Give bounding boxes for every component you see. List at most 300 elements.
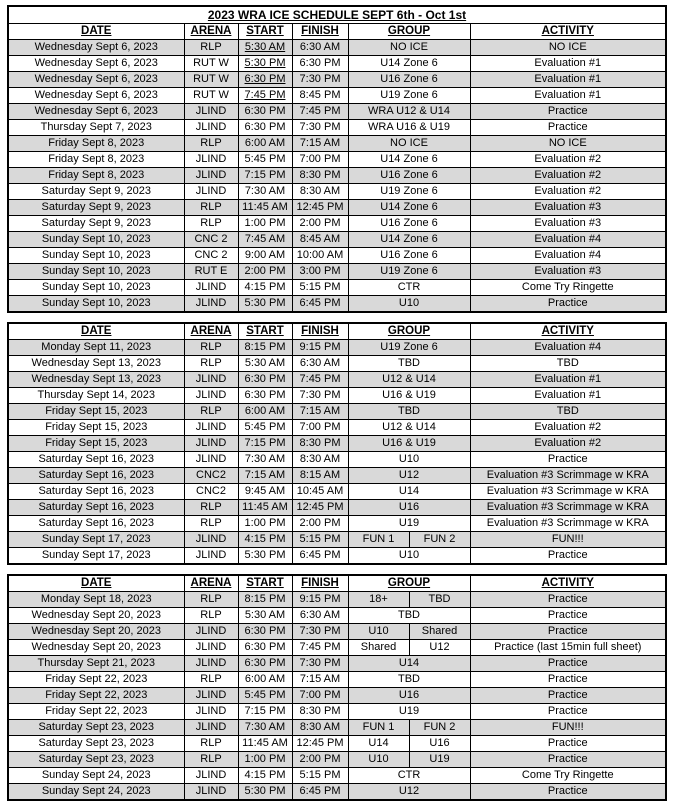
activity-cell: Practice (470, 672, 666, 688)
finish-cell: 8:30 PM (292, 168, 348, 184)
arena-cell: CNC 2 (184, 232, 238, 248)
start-cell: 6:30 PM (238, 388, 292, 404)
finish-cell: 2:00 PM (292, 516, 348, 532)
group-cell: 18+ (348, 592, 409, 608)
arena-cell: CNC 2 (184, 248, 238, 264)
table-row (8, 232, 666, 248)
group-cell: U16 & U19 (348, 388, 470, 404)
column-header-arena: ARENA (184, 575, 238, 592)
group-cell: CTR (348, 280, 470, 296)
column-header-date: DATE (8, 323, 184, 340)
finish-cell: 2:00 PM (292, 752, 348, 768)
date-cell: Wednesday Sept 13, 2023 (8, 372, 184, 388)
start-cell: 2:00 PM (238, 264, 292, 280)
column-header-arena: ARENA (184, 24, 238, 40)
activity-cell: Practice (470, 624, 666, 640)
arena-cell: JLIND (184, 152, 238, 168)
group-cell: U14 (348, 484, 470, 500)
start-cell: 8:15 PM (238, 592, 292, 608)
activity-cell: Evaluation #3 (470, 200, 666, 216)
table-row (8, 500, 666, 516)
arena-cell: RLP (184, 736, 238, 752)
date-cell: Friday Sept 22, 2023 (8, 672, 184, 688)
group-cell: U16 Zone 6 (348, 72, 470, 88)
group-cell: U12 (348, 468, 470, 484)
start-cell: 4:15 PM (238, 280, 292, 296)
column-header-start: START (238, 323, 292, 340)
table-row (8, 436, 666, 452)
finish-cell: 6:30 AM (292, 356, 348, 372)
activity-cell: TBD (470, 356, 666, 372)
date-cell: Wednesday Sept 20, 2023 (8, 624, 184, 640)
finish-cell: 7:30 PM (292, 656, 348, 672)
table-row (8, 152, 666, 168)
table-row (8, 688, 666, 704)
start-cell: 8:15 PM (238, 340, 292, 356)
finish-cell: 7:00 PM (292, 152, 348, 168)
activity-cell: Evaluation #1 (470, 88, 666, 104)
table-row (8, 356, 666, 372)
date-cell: Friday Sept 15, 2023 (8, 436, 184, 452)
column-header-row (8, 575, 666, 592)
table-row (8, 516, 666, 532)
column-header-date: DATE (8, 575, 184, 592)
date-cell: Sunday Sept 24, 2023 (8, 784, 184, 801)
finish-cell: 7:45 PM (292, 640, 348, 656)
group-cell: U19 (409, 752, 470, 768)
table-row (8, 136, 666, 152)
activity-cell: Practice (470, 784, 666, 801)
date-cell: Friday Sept 15, 2023 (8, 420, 184, 436)
start-cell: 7:15 PM (238, 168, 292, 184)
date-cell: Wednesday Sept 6, 2023 (8, 56, 184, 72)
date-cell: Monday Sept 18, 2023 (8, 592, 184, 608)
start-cell: 6:30 PM (238, 104, 292, 120)
date-cell: Wednesday Sept 6, 2023 (8, 104, 184, 120)
activity-cell: TBD (470, 404, 666, 420)
finish-cell: 7:45 PM (292, 104, 348, 120)
start-cell: 9:45 AM (238, 484, 292, 500)
table-row (8, 40, 666, 56)
table-row (8, 168, 666, 184)
table-row (8, 56, 666, 72)
start-cell: 1:00 PM (238, 752, 292, 768)
arena-cell: CNC2 (184, 484, 238, 500)
group-cell: U12 & U14 (348, 420, 470, 436)
column-header-row (8, 323, 666, 340)
finish-cell: 6:30 PM (292, 56, 348, 72)
arena-cell: JLIND (184, 296, 238, 313)
finish-cell: 7:30 PM (292, 388, 348, 404)
activity-cell: Evaluation #1 (470, 372, 666, 388)
column-header-start: START (238, 575, 292, 592)
date-cell: Sunday Sept 10, 2023 (8, 280, 184, 296)
activity-cell: Practice (470, 656, 666, 672)
table-row (8, 468, 666, 484)
activity-cell: Practice (470, 608, 666, 624)
arena-cell: RLP (184, 216, 238, 232)
table-row (8, 280, 666, 296)
group-cell: U14 Zone 6 (348, 56, 470, 72)
start-cell: 5:30 PM (238, 56, 292, 72)
group-cell: U12 (409, 640, 470, 656)
finish-cell: 6:30 AM (292, 608, 348, 624)
finish-cell: 7:45 PM (292, 372, 348, 388)
start-cell: 1:00 PM (238, 516, 292, 532)
arena-cell: RLP (184, 200, 238, 216)
group-cell: TBD (348, 356, 470, 372)
activity-cell: Evaluation #3 Scrimmage w KRA (470, 500, 666, 516)
table-row (8, 624, 666, 640)
arena-cell: JLIND (184, 624, 238, 640)
arena-cell: RLP (184, 136, 238, 152)
start-cell: 6:00 AM (238, 136, 292, 152)
group-cell: U19 (348, 704, 470, 720)
activity-cell: NO ICE (470, 136, 666, 152)
date-cell: Thursday Sept 7, 2023 (8, 120, 184, 136)
arena-cell: JLIND (184, 372, 238, 388)
arena-cell: JLIND (184, 420, 238, 436)
activity-cell: Practice (470, 548, 666, 565)
date-cell: Friday Sept 8, 2023 (8, 136, 184, 152)
activity-cell: Evaluation #1 (470, 56, 666, 72)
group-cell: NO ICE (348, 40, 470, 56)
schedule-table-week1 (7, 5, 667, 313)
group-cell: U10 (348, 296, 470, 313)
group-cell: U19 Zone 6 (348, 264, 470, 280)
table-row (8, 768, 666, 784)
group-cell: U16 Zone 6 (348, 168, 470, 184)
date-cell: Wednesday Sept 13, 2023 (8, 356, 184, 372)
finish-cell: 5:15 PM (292, 768, 348, 784)
group-cell: WRA U16 & U19 (348, 120, 470, 136)
table-row (8, 548, 666, 565)
finish-cell: 7:30 PM (292, 624, 348, 640)
arena-cell: JLIND (184, 704, 238, 720)
group-cell: NO ICE (348, 136, 470, 152)
arena-cell: JLIND (184, 720, 238, 736)
table-row (8, 672, 666, 688)
table-row (8, 388, 666, 404)
activity-cell: Evaluation #3 Scrimmage w KRA (470, 516, 666, 532)
date-cell: Sunday Sept 10, 2023 (8, 264, 184, 280)
start-cell: 5:30 AM (238, 356, 292, 372)
start-cell: 6:30 PM (238, 624, 292, 640)
arena-cell: RLP (184, 592, 238, 608)
start-cell: 5:30 PM (238, 548, 292, 565)
start-cell: 5:30 AM (238, 608, 292, 624)
group-cell: U14 Zone 6 (348, 200, 470, 216)
finish-cell: 6:45 PM (292, 296, 348, 313)
start-cell: 11:45 AM (238, 736, 292, 752)
finish-cell: 8:30 AM (292, 184, 348, 200)
arena-cell: JLIND (184, 280, 238, 296)
group-cell: TBD (348, 608, 470, 624)
table-row (8, 372, 666, 388)
date-cell: Wednesday Sept 20, 2023 (8, 608, 184, 624)
start-cell: 6:00 AM (238, 404, 292, 420)
date-cell: Saturday Sept 9, 2023 (8, 200, 184, 216)
date-cell: Thursday Sept 21, 2023 (8, 656, 184, 672)
group-cell: Shared (409, 624, 470, 640)
start-cell: 6:30 PM (238, 72, 292, 88)
date-cell: Saturday Sept 9, 2023 (8, 216, 184, 232)
finish-cell: 7:30 PM (292, 72, 348, 88)
activity-cell: Come Try Ringette (470, 768, 666, 784)
finish-cell: 10:45 AM (292, 484, 348, 500)
table-row (8, 608, 666, 624)
start-cell: 7:30 AM (238, 184, 292, 200)
schedule-table-week3 (7, 574, 667, 801)
start-cell: 7:45 PM (238, 88, 292, 104)
column-header-group: GROUP (348, 323, 470, 340)
activity-cell: Evaluation #1 (470, 388, 666, 404)
start-cell: 7:15 PM (238, 436, 292, 452)
column-header-row (8, 24, 666, 40)
date-cell: Friday Sept 22, 2023 (8, 688, 184, 704)
table-row (8, 184, 666, 200)
table-row (8, 216, 666, 232)
group-cell: TBD (348, 672, 470, 688)
finish-cell: 8:45 PM (292, 88, 348, 104)
date-cell: Saturday Sept 16, 2023 (8, 452, 184, 468)
finish-cell: 7:15 AM (292, 672, 348, 688)
column-header-finish: FINISH (292, 323, 348, 340)
group-cell: U10 (348, 624, 409, 640)
group-cell: CTR (348, 768, 470, 784)
arena-cell: RLP (184, 752, 238, 768)
table-row (8, 248, 666, 264)
start-cell: 7:30 AM (238, 452, 292, 468)
arena-cell: RUT W (184, 72, 238, 88)
activity-cell: Evaluation #2 (470, 152, 666, 168)
date-cell: Saturday Sept 16, 2023 (8, 468, 184, 484)
activity-cell: Practice (470, 452, 666, 468)
start-cell: 4:15 PM (238, 532, 292, 548)
date-cell: Wednesday Sept 6, 2023 (8, 40, 184, 56)
activity-cell: Practice (last 15min full sheet) (470, 640, 666, 656)
start-cell: 9:00 AM (238, 248, 292, 264)
date-cell: Wednesday Sept 6, 2023 (8, 72, 184, 88)
group-cell: U19 Zone 6 (348, 184, 470, 200)
arena-cell: JLIND (184, 784, 238, 801)
finish-cell: 6:30 AM (292, 40, 348, 56)
date-cell: Saturday Sept 16, 2023 (8, 484, 184, 500)
finish-cell: 10:00 AM (292, 248, 348, 264)
date-cell: Sunday Sept 17, 2023 (8, 532, 184, 548)
table-row (8, 484, 666, 500)
table-row (8, 720, 666, 736)
group-cell: TBD (409, 592, 470, 608)
group-cell: U16 Zone 6 (348, 216, 470, 232)
arena-cell: JLIND (184, 688, 238, 704)
activity-cell: Practice (470, 296, 666, 313)
date-cell: Wednesday Sept 20, 2023 (8, 640, 184, 656)
schedule-table-week2 (7, 322, 667, 565)
arena-cell: RLP (184, 516, 238, 532)
arena-cell: JLIND (184, 168, 238, 184)
table-row (8, 200, 666, 216)
activity-cell: Evaluation #2 (470, 436, 666, 452)
finish-cell: 7:15 AM (292, 404, 348, 420)
finish-cell: 8:30 PM (292, 704, 348, 720)
date-cell: Saturday Sept 23, 2023 (8, 736, 184, 752)
group-cell: U16 (409, 736, 470, 752)
arena-cell: JLIND (184, 640, 238, 656)
finish-cell: 8:45 AM (292, 232, 348, 248)
table-row (8, 296, 666, 313)
column-header-date: DATE (8, 24, 184, 40)
group-cell: U16 (348, 500, 470, 516)
page-title: 2023 WRA ICE SCHEDULE SEPT 6th - Oct 1st (8, 6, 666, 24)
start-cell: 7:15 PM (238, 704, 292, 720)
group-cell: TBD (348, 404, 470, 420)
column-header-arena: ARENA (184, 323, 238, 340)
title-row (8, 6, 666, 24)
activity-cell: NO ICE (470, 40, 666, 56)
start-cell: 5:45 PM (238, 420, 292, 436)
activity-cell: Evaluation #1 (470, 72, 666, 88)
group-cell: Shared (348, 640, 409, 656)
date-cell: Friday Sept 15, 2023 (8, 404, 184, 420)
start-cell: 4:15 PM (238, 768, 292, 784)
activity-cell: Practice (470, 120, 666, 136)
start-cell: 6:00 AM (238, 672, 292, 688)
column-header-activity: ACTIVITY (470, 575, 666, 592)
column-header-start: START (238, 24, 292, 40)
column-header-finish: FINISH (292, 24, 348, 40)
table-row (8, 704, 666, 720)
group-cell: U10 (348, 548, 470, 565)
activity-cell: Practice (470, 752, 666, 768)
start-cell: 7:15 AM (238, 468, 292, 484)
group-cell: U19 Zone 6 (348, 88, 470, 104)
table-row (8, 88, 666, 104)
arena-cell: JLIND (184, 548, 238, 565)
group-cell: FUN 2 (409, 720, 470, 736)
group-cell: U14 (348, 656, 470, 672)
group-cell: U12 & U14 (348, 372, 470, 388)
finish-cell: 8:15 AM (292, 468, 348, 484)
group-cell: U14 Zone 6 (348, 152, 470, 168)
table-row (8, 736, 666, 752)
arena-cell: RLP (184, 356, 238, 372)
arena-cell: JLIND (184, 436, 238, 452)
activity-cell: Practice (470, 736, 666, 752)
activity-cell: Practice (470, 592, 666, 608)
group-cell: U19 (348, 516, 470, 532)
arena-cell: RLP (184, 500, 238, 516)
group-cell: U19 Zone 6 (348, 340, 470, 356)
group-cell: FUN 2 (409, 532, 470, 548)
activity-cell: Practice (470, 688, 666, 704)
group-cell: WRA U12 & U14 (348, 104, 470, 120)
activity-cell: FUN!!! (470, 532, 666, 548)
arena-cell: JLIND (184, 452, 238, 468)
date-cell: Saturday Sept 16, 2023 (8, 516, 184, 532)
arena-cell: JLIND (184, 532, 238, 548)
table-row (8, 452, 666, 468)
group-cell: U10 (348, 752, 409, 768)
column-header-activity: ACTIVITY (470, 24, 666, 40)
finish-cell: 6:45 PM (292, 548, 348, 565)
date-cell: Monday Sept 11, 2023 (8, 340, 184, 356)
finish-cell: 8:30 AM (292, 720, 348, 736)
start-cell: 6:30 PM (238, 656, 292, 672)
table-row (8, 656, 666, 672)
activity-cell: Evaluation #2 (470, 168, 666, 184)
activity-cell: FUN!!! (470, 720, 666, 736)
activity-cell: Evaluation #3 (470, 264, 666, 280)
start-cell: 5:30 PM (238, 296, 292, 313)
finish-cell: 12:45 PM (292, 200, 348, 216)
arena-cell: JLIND (184, 388, 238, 404)
date-cell: Friday Sept 8, 2023 (8, 168, 184, 184)
start-cell: 5:30 AM (238, 40, 292, 56)
activity-cell: Come Try Ringette (470, 280, 666, 296)
activity-cell: Evaluation #3 Scrimmage w KRA (470, 484, 666, 500)
finish-cell: 7:15 AM (292, 136, 348, 152)
table-row (8, 264, 666, 280)
table-row (8, 640, 666, 656)
finish-cell: 12:45 PM (292, 500, 348, 516)
table-row (8, 120, 666, 136)
group-cell: U16 Zone 6 (348, 248, 470, 264)
finish-cell: 12:45 PM (292, 736, 348, 752)
arena-cell: JLIND (184, 656, 238, 672)
table-row (8, 592, 666, 608)
start-cell: 5:30 PM (238, 784, 292, 801)
date-cell: Saturday Sept 9, 2023 (8, 184, 184, 200)
column-header-group: GROUP (348, 24, 470, 40)
activity-cell: Practice (470, 104, 666, 120)
group-cell: FUN 1 (348, 532, 409, 548)
date-cell: Saturday Sept 23, 2023 (8, 752, 184, 768)
activity-cell: Evaluation #2 (470, 184, 666, 200)
date-cell: Sunday Sept 10, 2023 (8, 248, 184, 264)
group-cell: U14 (348, 736, 409, 752)
finish-cell: 9:15 PM (292, 340, 348, 356)
date-cell: Saturday Sept 16, 2023 (8, 500, 184, 516)
arena-cell: CNC2 (184, 468, 238, 484)
date-cell: Sunday Sept 10, 2023 (8, 232, 184, 248)
activity-cell: Evaluation #2 (470, 420, 666, 436)
date-cell: Sunday Sept 10, 2023 (8, 296, 184, 313)
arena-cell: RUT W (184, 88, 238, 104)
start-cell: 7:30 AM (238, 720, 292, 736)
date-cell: Wednesday Sept 6, 2023 (8, 88, 184, 104)
activity-cell: Evaluation #4 (470, 340, 666, 356)
date-cell: Thursday Sept 14, 2023 (8, 388, 184, 404)
group-cell: U16 & U19 (348, 436, 470, 452)
finish-cell: 6:45 PM (292, 784, 348, 801)
finish-cell: 7:00 PM (292, 688, 348, 704)
date-cell: Saturday Sept 23, 2023 (8, 720, 184, 736)
date-cell: Sunday Sept 17, 2023 (8, 548, 184, 565)
table-row (8, 72, 666, 88)
finish-cell: 8:30 PM (292, 436, 348, 452)
arena-cell: JLIND (184, 120, 238, 136)
date-cell: Sunday Sept 24, 2023 (8, 768, 184, 784)
arena-cell: RLP (184, 404, 238, 420)
table-row (8, 340, 666, 356)
start-cell: 11:45 AM (238, 500, 292, 516)
group-cell: U12 (348, 784, 470, 801)
start-cell: 6:30 PM (238, 372, 292, 388)
activity-cell: Evaluation #3 Scrimmage w KRA (470, 468, 666, 484)
arena-cell: JLIND (184, 184, 238, 200)
table-row (8, 752, 666, 768)
